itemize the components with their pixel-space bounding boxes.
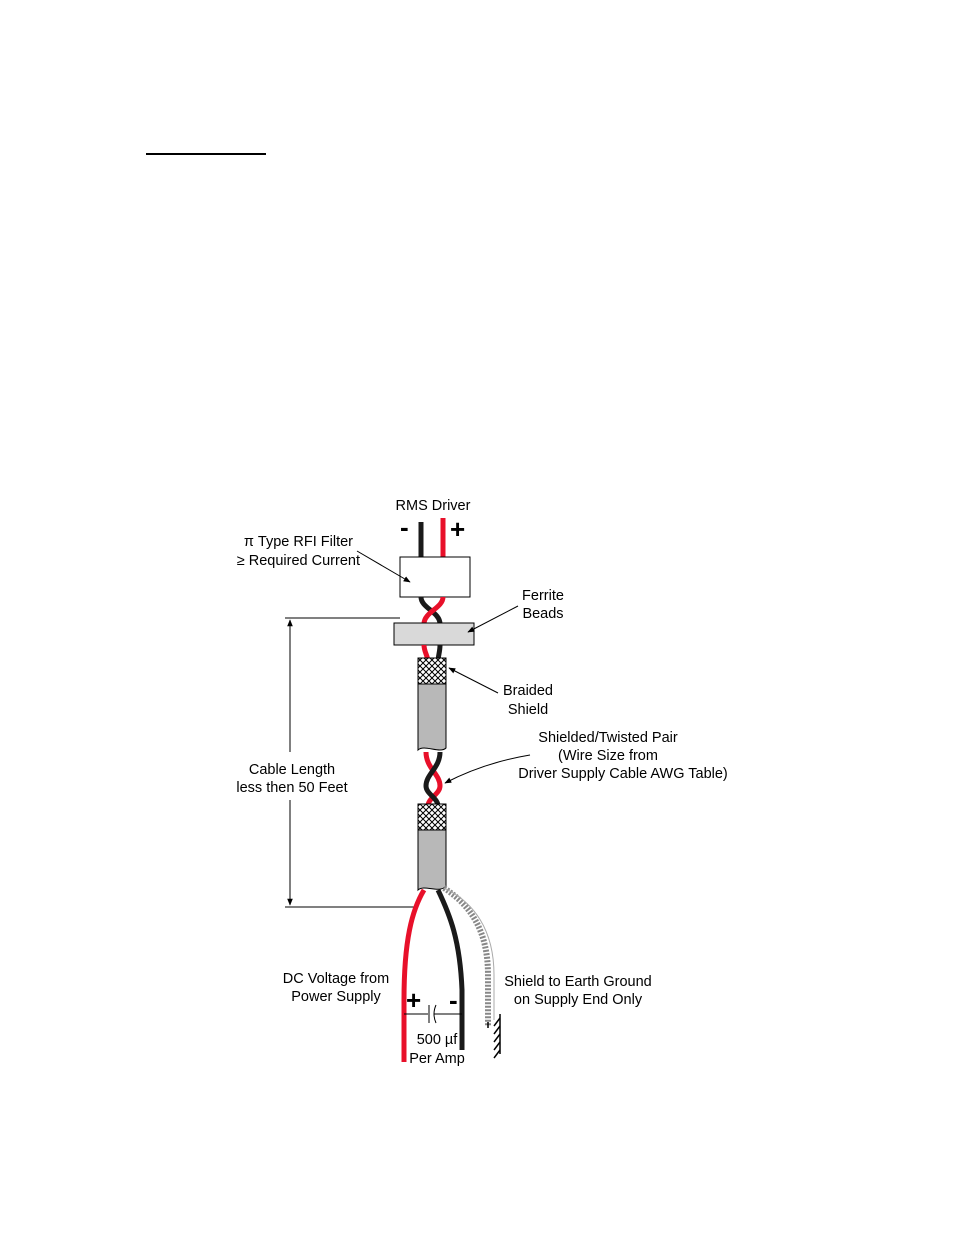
capacitor-label-line2: Per Amp xyxy=(409,1051,465,1067)
shield-label-line2: on Supply End Only xyxy=(513,992,643,1008)
rfi-filter-box xyxy=(400,557,470,597)
shield-label-line1: Shield to Earth Ground xyxy=(504,974,652,990)
lower-braid-section xyxy=(418,804,446,830)
cable-length-label-line2: less then 50 Feet xyxy=(236,780,348,796)
ferrite-label-line2: Beads xyxy=(522,606,564,622)
upper-braid-section xyxy=(418,658,446,684)
pair-label-line3: Driver Supply Cable AWG Table) xyxy=(518,766,728,782)
driver-wires xyxy=(421,518,443,557)
ferrite-beads xyxy=(394,623,474,645)
cable-length-label-line1: Cable Length xyxy=(248,762,336,778)
driver-plus-sign: + xyxy=(450,514,466,544)
twisted-pair-exposed xyxy=(426,752,440,806)
ferrite-label-line1: Ferrite xyxy=(522,588,564,604)
lower-shield-jacket xyxy=(418,830,446,890)
upper-shield-jacket xyxy=(418,684,446,750)
dc-label-line1: DC Voltage from xyxy=(282,971,390,987)
braided-leader-arrow xyxy=(449,668,498,693)
filter-to-ferrite-wires xyxy=(421,597,443,624)
ferrite-leader-arrow xyxy=(468,606,518,632)
filter-label-line2: ≥ Required Current xyxy=(236,553,360,569)
filter-label-line1: π Type RFI Filter xyxy=(243,534,353,550)
supply-plus-sign: + xyxy=(406,985,422,1015)
dc-label-line2: Power Supply xyxy=(291,989,381,1005)
braided-label-line1: Braided xyxy=(503,683,553,699)
pair-label-line2: (Wire Size from xyxy=(558,748,658,764)
pair-label-line1: Shielded/Twisted Pair xyxy=(538,730,678,746)
supply-minus-sign: - xyxy=(449,985,458,1015)
braided-label-line2: Shield xyxy=(507,702,549,718)
capacitor-label-line1: 500 µf xyxy=(416,1032,458,1048)
driver-minus-sign: - xyxy=(400,512,409,542)
driver-label: RMS Driver xyxy=(395,498,471,514)
